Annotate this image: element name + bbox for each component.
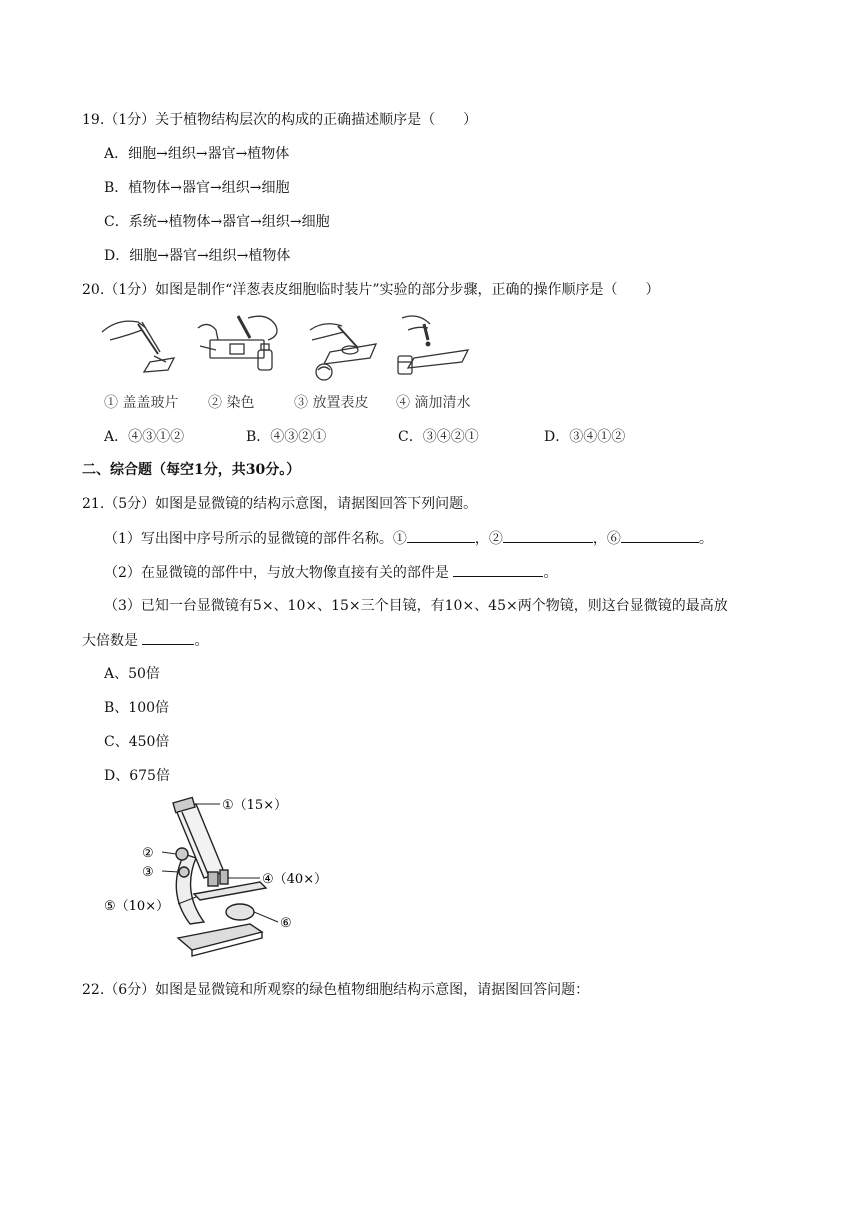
label-5-objective: ⑤（10×） xyxy=(104,899,170,914)
q19-stem: 19.（1分）关于植物结构层次的构成的正确描述顺序是（ ） xyxy=(82,112,478,128)
step-caption-2: ② 染色 xyxy=(208,395,255,411)
answer-blank-2[interactable] xyxy=(503,528,593,543)
dropping-water-step-icon xyxy=(398,316,468,374)
step-caption-4: ④ 滴加清水 xyxy=(396,395,471,411)
q21-part3-line2 xyxy=(82,630,208,651)
q19-option-a: A．细胞→组织→器官→植物体 xyxy=(104,146,290,162)
q21-part2 xyxy=(104,562,557,583)
q19-option-b: B．植物体→器官→组织→细胞 xyxy=(104,180,290,196)
q21-part1-sep1: ，② xyxy=(474,531,503,547)
answer-blank-part3[interactable] xyxy=(142,630,194,645)
q20-stem: 20.（1分）如图是制作“洋葱表皮细胞临时装片”实验的部分步骤，正确的操作顺序是（ ） xyxy=(82,282,660,298)
label-6-mirror: ⑥ xyxy=(280,916,292,931)
q21-part2-end: 。 xyxy=(543,565,558,581)
q19-option-c: C．系统→植物体→器官→组织→细胞 xyxy=(104,214,330,230)
staining-step-icon xyxy=(198,316,277,370)
q21-part1-prefix: （1）写出图中序号所示的显微镜的部件名称。① xyxy=(104,531,407,547)
placing-epidermis-step-icon xyxy=(310,324,376,380)
label-1-eyepiece: ①（15×） xyxy=(222,798,288,813)
cover-slip-step-icon xyxy=(102,321,174,372)
q21-option-a: A、50倍 xyxy=(104,666,160,682)
step-caption-3: ③ 放置表皮 xyxy=(294,395,369,411)
label-3: ③ xyxy=(142,865,154,880)
answer-blank-part2[interactable] xyxy=(453,562,543,577)
q21-option-b: B、100倍 xyxy=(104,700,170,716)
q21-part1 xyxy=(104,528,713,549)
q22-stem: 22.（6分）如图是显微镜和所观察的绿色植物细胞结构示意图，请据图回答问题： xyxy=(82,982,590,998)
q19-option-d: D．细胞→器官→组织→植物体 xyxy=(104,248,291,264)
q21-option-c: C、450倍 xyxy=(104,734,170,750)
q20-option-b: B．④③②① xyxy=(246,429,327,445)
q21-part3-prefix: 大倍数是 xyxy=(82,633,143,649)
slide-making-steps-figure xyxy=(98,310,478,382)
q21-part1-end: 。 xyxy=(698,531,713,547)
answer-blank-6[interactable] xyxy=(621,528,699,543)
q21-part2-prefix: （2）在显微镜的部件中，与放大物像直接有关的部件是 xyxy=(104,565,454,581)
q21-stem: 21.（5分）如图是显微镜的结构示意图，请据图回答下列问题。 xyxy=(82,496,478,512)
q20-option-d: D．③④①② xyxy=(544,429,626,445)
microscope-diagram xyxy=(100,796,340,962)
q21-part3-end: 。 xyxy=(194,633,209,649)
q21-option-d: D、675倍 xyxy=(104,768,170,784)
q21-part1-sep2: ，⑥ xyxy=(592,531,621,547)
answer-blank-1[interactable] xyxy=(407,528,475,543)
q21-part3-line1: （3）已知一台显微镜有5×、10×、15×三个目镜，有10×、45×两个物镜，则这台显微镜的最高放 xyxy=(104,598,728,614)
step-caption-1: ① 盖盖玻片 xyxy=(104,395,179,411)
q20-option-c: C．③④②① xyxy=(398,429,479,445)
label-4-objective: ④（40×） xyxy=(262,872,328,887)
label-2: ② xyxy=(142,846,154,861)
q20-option-a: A．④③①② xyxy=(104,429,185,445)
section-2-title: 二、综合题（每空1分，共30分。） xyxy=(82,462,301,478)
